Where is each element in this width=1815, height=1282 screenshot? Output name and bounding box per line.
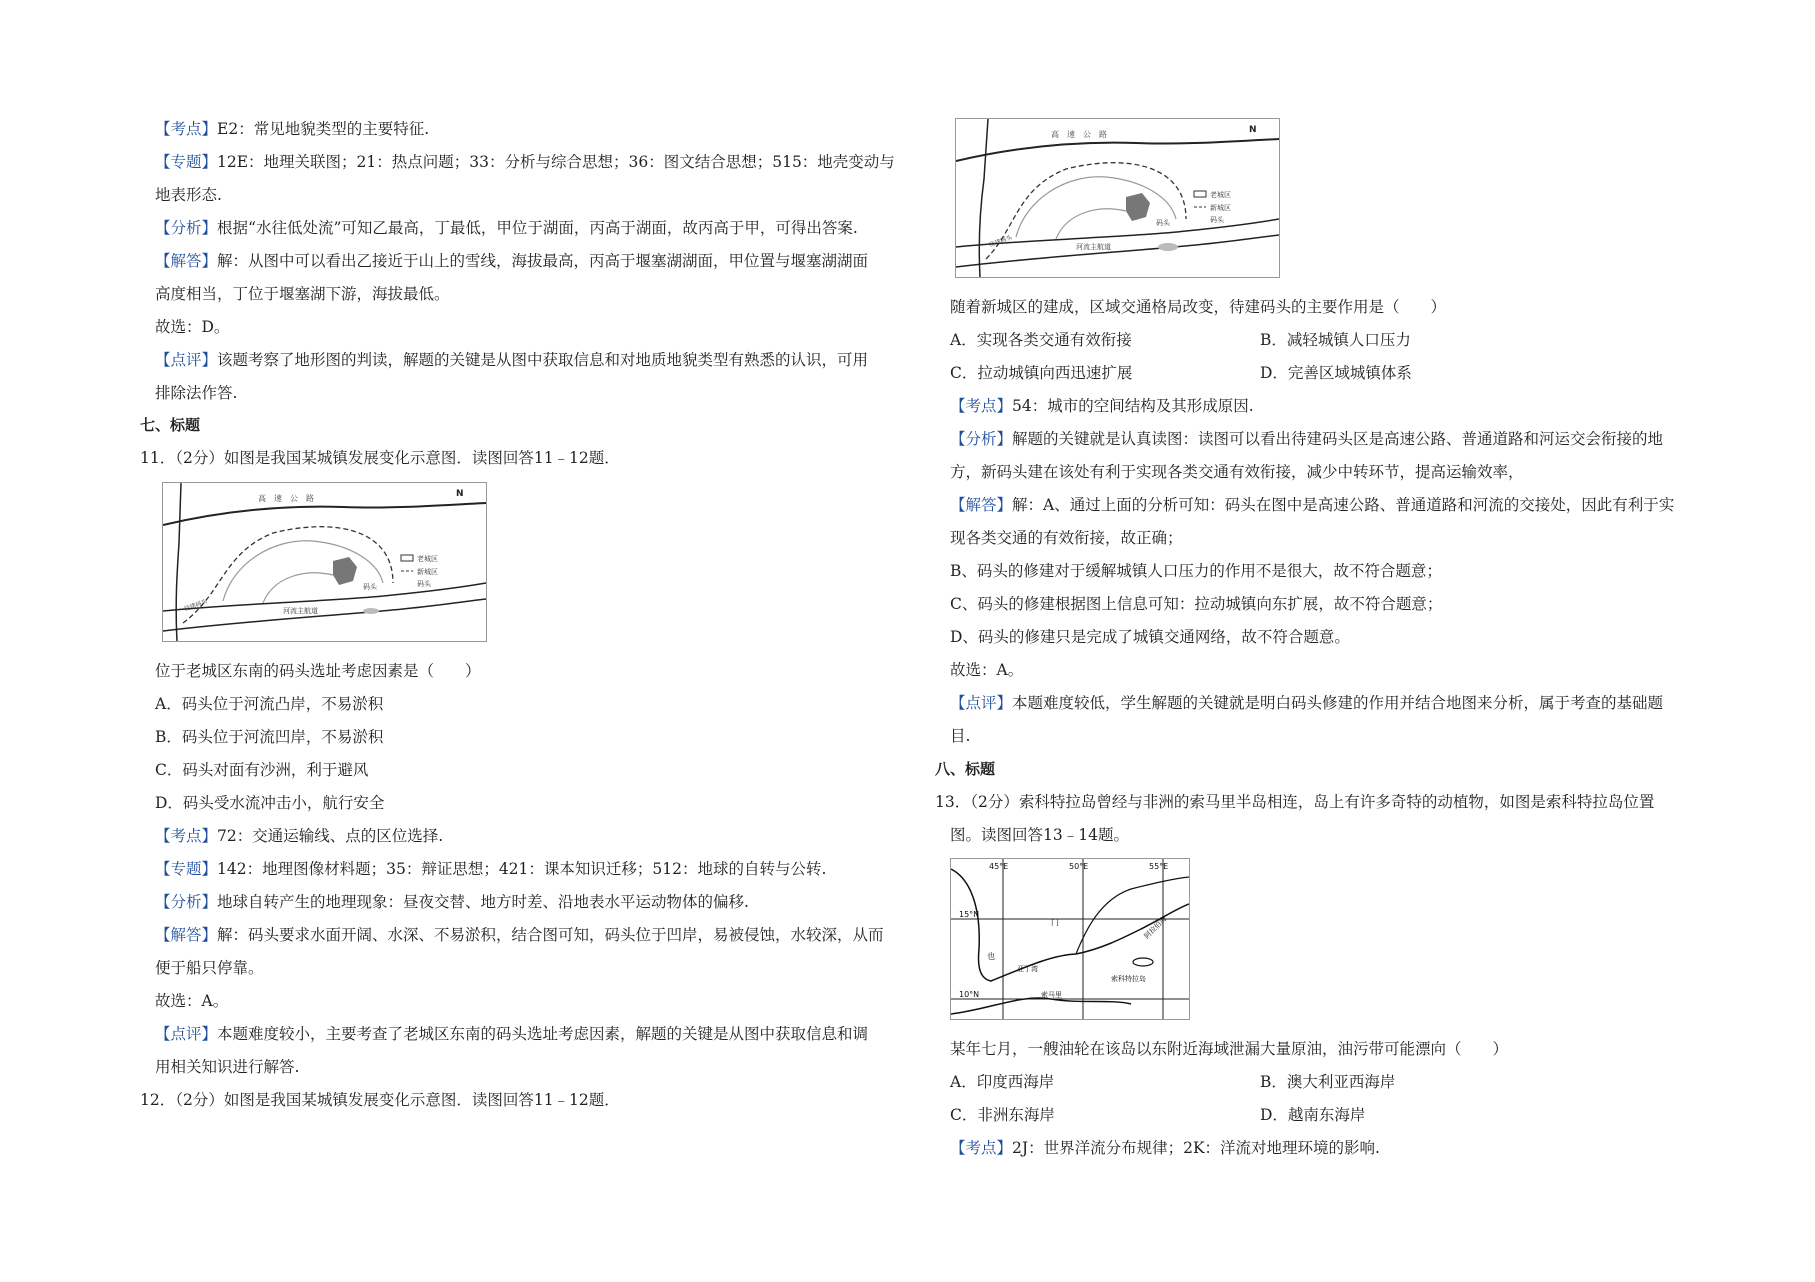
q12-jieda-cont: 现各类交通的有效衔接，故正确； [950, 529, 1183, 547]
dianping-line: 【点评】该题考察了地形图的判读，解题的关键是从图中获取信息和对地质地貌类型有熟悉的认识，可用 [155, 351, 869, 369]
q12-kaodian: 【考点】54：城市的空间结构及其形成原因. [950, 397, 1254, 415]
river-label-2: 河流主航道 [1076, 243, 1111, 251]
fenxi-line: 【分析】根据“水往低处流”可知乙最高，丁最低，甲位于湖面，丙高于湖面，故丙高于甲，可得出答案. [155, 219, 858, 237]
question-13-cont: 图。读图回答13﹣14题。 [950, 826, 1129, 844]
town-map-figure-2 [955, 118, 1280, 278]
dianping-cont: 排除法作答. [155, 384, 238, 402]
pier-label: 码头 [363, 583, 377, 591]
q12-jieda-b: B、码头的修建对于缓解城镇人口压力的作用不是很大，故不符合题意； [950, 562, 1442, 580]
highway-label-2: 高 速 公 路 [1051, 130, 1107, 139]
jieda-line: 【解答】解：从图中可以看出乙接近于山上的雪线，海拔最高，丙高于堰塞湖湖面，甲位置与堰塞湖湖面 [155, 252, 869, 270]
legend-old: 老城区 [417, 555, 438, 563]
legend-old-2: 老城区 [1210, 191, 1231, 199]
future-pier-label: 待建码头 [183, 598, 209, 613]
answer-line: 故选：D。 [155, 318, 230, 336]
lon-50-label: 50°E [1069, 862, 1089, 871]
kaodian-line: 【考点】E2：常见地貌类型的主要特征. [155, 120, 430, 138]
q12-answer: 故选：A。 [950, 661, 1024, 679]
q12-fenxi: 【分析】解题的关键就是认真读图：读图可以看出待建码头区是高速公路、普通道路和河运交会衔接的地 [950, 430, 1664, 448]
question-11: 11．（2分）如图是我国某城镇发展变化示意图．读图回答11﹣12题． [140, 449, 620, 467]
q12-option-b: B．减轻城镇人口压力 [1260, 331, 1411, 349]
legend-new-2: 新城区 [1210, 204, 1231, 212]
q11-jieda: 【解答】解：码头要求水面开阔、水深、不易淤积，结合图可知，码头位于凹岸，易被侵蚀，水较深，从而 [155, 926, 884, 944]
q11-fenxi: 【分析】地球自转产生的地理现象：昼夜交替、地方时差、沿地表水平运动物体的偏移. [155, 893, 749, 911]
pier-label-2: 码头 [1156, 219, 1170, 227]
q12-options-cd [950, 362, 1412, 384]
arabian-sea-label: 阿拉伯海 [1142, 914, 1169, 941]
somalia-label: 索马里 [1041, 991, 1062, 999]
q12-fenxi-cont: 方，新码头建在该处有利于实现各类交通有效衔接，减少中转环节，提高运输效率， [950, 463, 1524, 481]
river-label: 河流主航道 [283, 607, 318, 615]
q11-dianping: 【点评】本题难度较小，主要考查了老城区东南的码头选址考虑因素，解题的关键是从图中获取信息和调 [155, 1025, 869, 1043]
q11-stem: 位于老城区东南的码头选址考虑因素是（ ） [155, 662, 481, 680]
q11-option-c: C．码头对面有沙洲，利于避风 [155, 761, 369, 779]
q11-kaodian: 【考点】72：交通运输线、点的区位选择. [155, 827, 444, 845]
town-map-svg [163, 483, 486, 641]
section-heading-7: 七、标题 [140, 416, 201, 434]
q12-stem: 随着新城区的建成，区域交通格局改变，待建码头的主要作用是（ ） [950, 298, 1447, 316]
q13-option-a: A．印度西海岸 [950, 1073, 1055, 1091]
lat-15-label: 15°N [959, 910, 980, 919]
legend-pier-2: 码头 [1210, 216, 1224, 224]
town-map-figure [162, 482, 487, 642]
future-pier-label-2: 待建码头 [988, 234, 1014, 249]
socotra-map-figure [950, 858, 1190, 1020]
q13-option-b: B．澳大利亚西海岸 [1260, 1073, 1396, 1091]
q12-jieda-d: D、码头的修建只是完成了城镇交通网络，故不符合题意。 [950, 628, 1350, 646]
q11-option-b: B．码头位于河流凹岸，不易淤积 [155, 728, 384, 746]
north-arrow-icon: N [456, 489, 464, 499]
legend-new: 新城区 [417, 568, 438, 576]
zhuanti-cont: 地表形态. [155, 186, 222, 204]
q12-jieda-c: C、码头的修建根据图上信息可知：拉动城镇向东扩展，故不符合题意； [950, 595, 1443, 613]
q13-option-d: D．越南东海岸 [1260, 1106, 1366, 1124]
zhuanti-line: 【专题】12E：地理关联图；21：热点问题；33：分析与综合思想；36：图文结合思想；515：地壳变动与 [155, 153, 895, 171]
q12-dianping: 【点评】本题难度较低，学生解题的关键就是明白码头修建的作用并结合地图来分析，属于考查的基础题 [950, 694, 1664, 712]
q13-option-c: C．非洲东海岸 [950, 1106, 1055, 1124]
q11-jieda-cont: 便于船只停靠。 [155, 959, 264, 977]
q11-option-d: D．码头受水流冲击小，航行安全 [155, 794, 385, 812]
jieda-cont: 高度相当，丁位于堰塞湖下游，海拔最低。 [155, 285, 450, 303]
yemen-label: 门 [1051, 918, 1059, 927]
q11-zhuanti: 【专题】142：地理图像材料题；35：辩证思想；421：课本知识迁移；512：地球的自转与公转. [155, 860, 827, 878]
lat-10-label: 10°N [959, 990, 980, 999]
q12-option-a: A．实现各类交通有效衔接 [950, 331, 1132, 349]
q11-option-a: A．码头位于河流凸岸，不易淤积 [155, 695, 384, 713]
q13-options-cd [950, 1104, 1366, 1126]
gulf-aden-label: 亚丁湾 [1017, 965, 1038, 973]
q11-answer: 故选：A。 [155, 992, 229, 1010]
q13-options-ab [950, 1071, 1396, 1093]
lon-55-label: 55°E [1149, 862, 1169, 871]
q12-options-ab [950, 329, 1411, 351]
q12-dianping-cont: 目. [950, 727, 971, 745]
north-arrow-icon-2: N [1249, 125, 1257, 135]
socotra-map-svg [951, 859, 1189, 1019]
highway-label: 高 速 公 路 [258, 494, 314, 503]
section-heading-8: 八、标题 [935, 760, 996, 778]
town-map-svg-2 [956, 119, 1279, 277]
q11-dianping-cont: 用相关知识进行解答. [155, 1058, 300, 1076]
q12-option-d: D．完善区域城镇体系 [1260, 364, 1412, 382]
question-12: 12．（2分）如图是我国某城镇发展变化示意图．读图回答11﹣12题． [140, 1091, 620, 1109]
ye-label: 也 [987, 952, 995, 961]
legend-pier: 码头 [417, 580, 431, 588]
q12-jieda: 【解答】解：A、通过上面的分析可知：码头在图中是高速公路、普通道路和河流的交接处，因此有利于实 [950, 496, 1675, 514]
lon-45-label: 45°E [989, 862, 1009, 871]
q13-stem: 某年七月，一艘油轮在该岛以东附近海域泄漏大量原油，油污带可能漂向（ ） [950, 1040, 1509, 1058]
q13-kaodian: 【考点】2J：世界洋流分布规律；2K：洋流对地理环境的影响. [950, 1139, 1380, 1157]
socotra-label: 索科特拉岛 [1111, 975, 1146, 983]
question-13: 13．（2分）索科特拉岛曾经与非洲的索马里半岛相连，岛上有许多奇特的动植物，如图是索科特拉岛位置 [935, 793, 1655, 811]
q12-option-c: C．拉动城镇向西迅速扩展 [950, 364, 1133, 382]
